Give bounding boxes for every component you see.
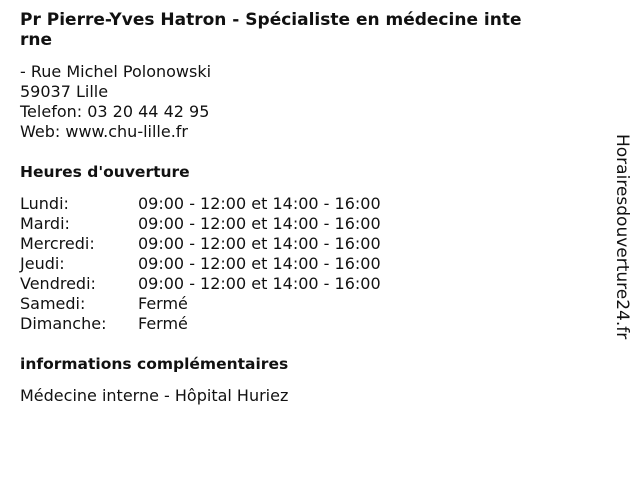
- hours-day-label: Vendredi:: [20, 274, 96, 293]
- hours-day-label: Lundi:: [20, 194, 69, 213]
- hours-day-label: Samedi:: [20, 294, 86, 313]
- hours-value: Fermé: [138, 294, 188, 313]
- hours-row-thursday: [20, 254, 612, 274]
- phone-number[interactable]: Telefon: 03 20 44 42 95: [20, 102, 210, 121]
- hours-value: 09:00 - 12:00 et 14:00 - 16:00: [138, 254, 381, 273]
- hours-value: 09:00 - 12:00 et 14:00 - 16:00: [138, 214, 381, 233]
- hours-value: Fermé: [138, 314, 188, 333]
- hours-row-saturday: [20, 294, 612, 314]
- website-link[interactable]: Web: www.chu-lille.fr: [20, 122, 189, 141]
- page-content: [20, 10, 612, 406]
- page-title-line-1: Pr Pierre-Yves Hatron - Spécialiste en médecine inte: [20, 10, 522, 30]
- hours-day-label: Jeudi:: [20, 254, 65, 273]
- hours-row-sunday: [20, 314, 612, 334]
- hours-row-friday: [20, 274, 612, 294]
- page-title-line-2: rne: [20, 30, 53, 50]
- opening-hours-table: [20, 194, 612, 334]
- hours-day-label: Dimanche:: [20, 314, 107, 333]
- hours-value: 09:00 - 12:00 et 14:00 - 16:00: [138, 234, 381, 253]
- additional-info-text: Médecine interne - Hôpital Huriez: [20, 386, 289, 405]
- hours-day-label: Mercredi:: [20, 234, 95, 253]
- hours-day-label: Mardi:: [20, 214, 70, 233]
- hours-value: 09:00 - 12:00 et 14:00 - 16:00: [138, 194, 381, 213]
- hours-row-wednesday: [20, 234, 612, 254]
- address-street: - Rue Michel Polonowski: [20, 62, 212, 81]
- address-block: [20, 62, 612, 142]
- address-city: 59037 Lille: [20, 82, 109, 101]
- hours-row-monday: [20, 194, 612, 214]
- hours-row-tuesday: [20, 214, 612, 234]
- page-title: [20, 10, 612, 50]
- hours-value: 09:00 - 12:00 et 14:00 - 16:00: [138, 274, 381, 293]
- additional-info-heading: informations complémentaires: [20, 355, 289, 373]
- site-brand-vertical: Horairesdouverture24.fr: [612, 134, 632, 340]
- opening-hours-heading: Heures d'ouverture: [20, 163, 190, 181]
